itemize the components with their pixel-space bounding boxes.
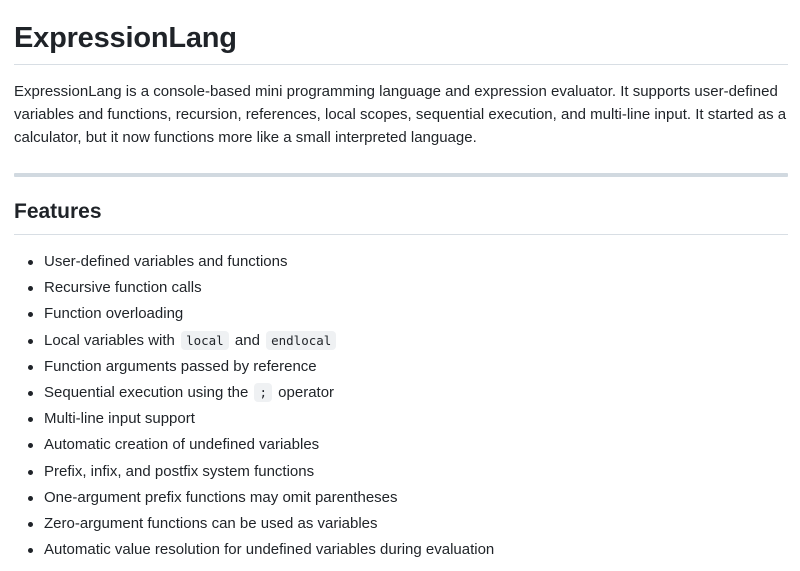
feature-item — [28, 537, 788, 563]
feature-text: User-defined variables and functions — [44, 253, 288, 270]
bullet-icon — [28, 339, 33, 344]
bullet-icon — [28, 391, 33, 396]
feature-text: operator — [274, 383, 335, 401]
feature-text: and — [230, 331, 265, 349]
feature-text: Function overloading — [44, 305, 184, 323]
inline-code-endlocal: endlocal — [266, 331, 336, 350]
bullet-icon — [28, 417, 33, 422]
bullet-icon — [28, 260, 33, 265]
feature-item — [28, 328, 788, 354]
feature-item — [28, 249, 788, 275]
feature-item — [28, 380, 788, 406]
bullet-icon — [28, 470, 33, 475]
page-title: ExpressionLang — [14, 0, 788, 65]
bullet-icon — [28, 286, 33, 291]
feature-text: One-argument prefix functions may omit parentheses — [44, 488, 398, 506]
feature-item — [28, 511, 788, 537]
intro-paragraph: ExpressionLang is a console-based mini programming language and expression evaluator. It supports user-defined variables and functions, recursion, references, local scopes, sequential execution, and multi-line input. It started as a calculator, but it now functions more like a small interpreted language. — [14, 83, 787, 146]
bullet-icon — [28, 365, 33, 370]
bullet-icon — [28, 312, 33, 317]
feature-item — [28, 354, 788, 380]
feature-text: Multi-line input support — [44, 410, 195, 428]
inline-code-semicolon: ; — [254, 383, 272, 402]
bullet-icon — [28, 548, 33, 553]
feature-text: Automatic value resolution for undefined variables during evaluation — [44, 541, 495, 559]
feature-text: Recursive function calls — [44, 279, 202, 297]
features-list — [14, 235, 788, 563]
feature-text: Automatic creation of undefined variables — [44, 436, 320, 454]
feature-item — [28, 406, 788, 432]
feature-item — [28, 432, 788, 458]
features-heading: Features — [14, 177, 788, 235]
bullet-icon — [28, 522, 33, 527]
bullet-icon — [28, 443, 33, 448]
feature-text: Local variables with — [44, 331, 180, 349]
inline-code-local: local — [181, 331, 229, 350]
feature-item — [28, 275, 788, 301]
feature-text: Sequential execution using the — [44, 383, 253, 401]
feature-text: Function arguments passed by reference — [44, 357, 317, 375]
feature-text: Prefix, infix, and postfix system functions — [44, 462, 315, 480]
feature-item — [28, 485, 788, 511]
feature-item — [28, 301, 788, 327]
feature-item — [28, 459, 788, 485]
feature-text: Zero-argument functions can be used as variables — [44, 514, 378, 532]
bullet-icon — [28, 496, 33, 501]
